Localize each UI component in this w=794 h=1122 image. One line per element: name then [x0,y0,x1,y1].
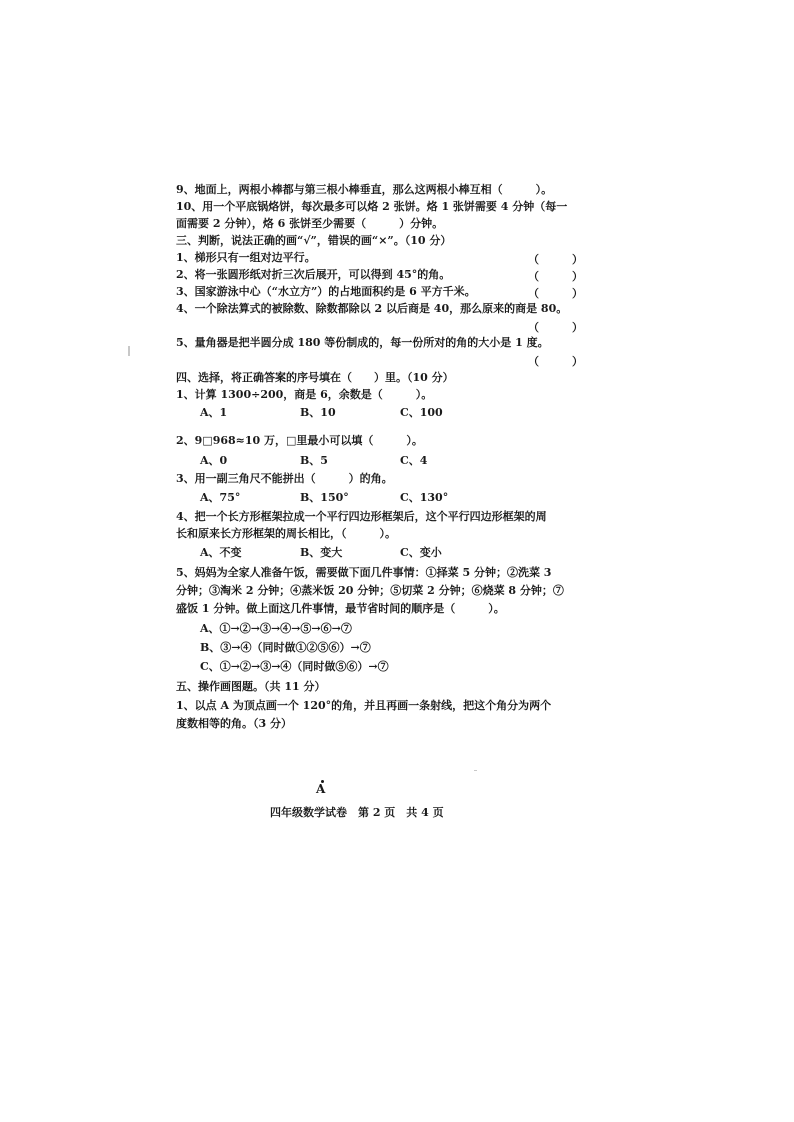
choice-2-option-a[interactable]: A、0 [200,454,228,467]
section-3-title: 三、判断，说法正确的画“√”，错误的画“×”。（10 分） [176,234,452,247]
choice-1-option-c[interactable]: C、100 [400,406,443,419]
question-9: 9、地面上，两根小棒都与第三根小棒垂直，那么这两根小棒互相（ ）。 [176,183,553,196]
judge-item-5: 5、量角器是把半圆分成 180 等份制成的，每一份所对的角的大小是 1 度。 [176,336,549,349]
scan-artifact-right [474,770,477,771]
choice-question-1: 1、计算 1300÷200，商是 6，余数是（ ）。 [176,388,433,401]
judge-answer-blank-3[interactable]: （ ） [528,287,583,300]
page-footer: 四年级数学试卷 第 2 页 共 4 页 [270,806,444,819]
judge-item-1: 1、梯形只有一组对边平行。 [176,251,316,264]
choice-1-option-a[interactable]: A、1 [200,406,228,419]
choice-4-options [200,546,610,560]
judge-item-2: 2、将一张圆形纸对折三次后展开，可以得到 45°的角。 [176,268,451,281]
choice-4-option-b[interactable]: B、变大 [300,546,343,559]
judge-item-3: 3、国家游泳中心（“水立方”）的占地面积约是 6 平方千米。 [176,285,476,298]
drawing-question-1-line-1: 1、以点 A 为顶点画一个 120°的角，并且再画一条射线，把这个角分为两个 [176,699,552,712]
choice-3-option-a[interactable]: A、75° [200,491,241,504]
choice-3-option-b[interactable]: B、150° [300,491,349,504]
question-10-line-2: 面需要 2 分钟），烙 6 张饼至少需要（ ）分钟。 [176,217,444,230]
choice-1-options [200,406,610,420]
choice-question-5-line-1: 5、妈妈为全家人准备午饭，需要做下面几件事情：①择菜 5 分钟；②洗菜 3 [176,566,552,579]
choice-5-option-b[interactable]: B、③→④（同时做①②⑤⑥）→⑦ [200,641,371,654]
point-a-label: A [316,782,326,796]
choice-question-4-line-2: 长和原来长方形框架的周长相比，（ ）。 [176,527,396,540]
section-5-title: 五、操作画图题。（共 11 分） [176,680,326,693]
choice-2-options [200,454,610,468]
judge-answer-blank-2[interactable]: （ ） [528,270,583,283]
choice-2-option-c[interactable]: C、4 [400,454,428,467]
judge-answer-blank-5[interactable]: （ ） [528,355,583,368]
choice-3-option-c[interactable]: C、130° [400,491,449,504]
choice-question-5-line-3: 盛饭 1 分钟。做上面这几件事情，最节省时间的顺序是（ ）。 [176,602,505,615]
choice-question-4-line-1: 4、把一个长方形框架拉成一个平行四边形框架后，这个平行四边形框架的周 [176,510,547,523]
judge-answer-blank-4[interactable]: （ ） [528,321,583,334]
choice-5-option-c[interactable]: C、①→②→③→④（同时做⑤⑥）→⑦ [200,660,389,673]
choice-2-option-b[interactable]: B、5 [300,454,328,467]
question-10-line-1: 10、用一个平底锅烙饼，每次最多可以烙 2 张饼。烙 1 张饼需要 4 分钟（每一 [176,200,568,213]
choice-4-option-c[interactable]: C、变小 [400,546,442,559]
choice-question-2: 2、9□968≈10 万，□里最小可以填（ ）。 [176,434,423,447]
choice-4-option-a[interactable]: A、不变 [200,546,242,559]
choice-3-options [200,491,610,505]
choice-1-option-b[interactable]: B、10 [300,406,336,419]
scan-artifact-left [128,346,130,356]
choice-question-5-line-2: 分钟；③淘米 2 分钟；④蒸米饭 20 分钟；⑤切菜 2 分钟；⑥烧菜 8 分钟；⑦ [176,584,564,597]
choice-5-option-a[interactable]: A、①→②→③→④→⑤→⑥→⑦ [200,622,352,635]
drawing-question-1-line-2: 度数相等的角。（3 分） [176,717,292,730]
choice-question-3: 3、用一副三角尺不能拼出（ ）的角。 [176,472,393,485]
judge-answer-blank-1[interactable]: （ ） [528,253,583,266]
judge-item-4: 4、一个除法算式的被除数、除数都除以 2 以后商是 40，那么原来的商是 80。 [176,302,568,315]
section-4-title: 四、选择，将正确答案的序号填在（ ）里。（10 分） [176,371,454,384]
